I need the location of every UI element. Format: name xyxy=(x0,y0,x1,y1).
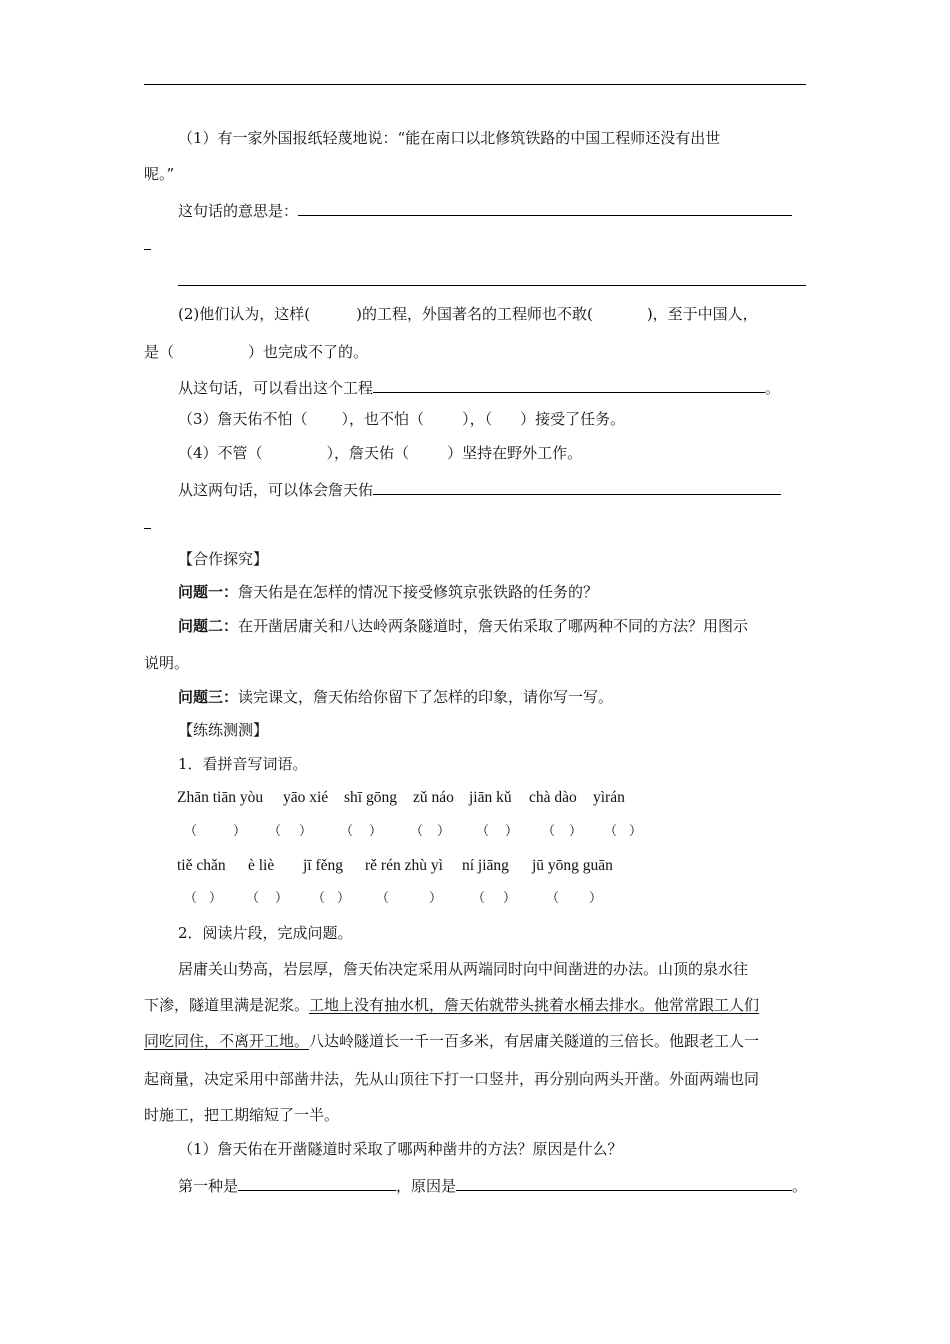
q1-meaning-line xyxy=(144,199,806,221)
answer-dash xyxy=(144,249,151,250)
header-rule xyxy=(144,84,806,85)
pinyin-item: shī gōng xyxy=(344,789,397,806)
pinyin-item: yāo xié xyxy=(283,789,329,806)
answer-box[interactable]: （ ） xyxy=(340,824,383,839)
answer-box[interactable]: （ ） xyxy=(246,891,289,906)
sub-question-1: （1）詹天佑在开凿隧道时采取了哪两种凿井的方法？原因是什么？ xyxy=(178,1140,623,1158)
answer-box[interactable]: （ ） xyxy=(184,824,247,839)
passage-line: 时施工，把工期缩短了一半。 xyxy=(144,1106,340,1124)
answer-box[interactable]: （ ） xyxy=(472,891,517,906)
pinyin-item: è liè xyxy=(248,857,275,874)
pinyin-item: ní jiāng xyxy=(462,857,509,874)
cooperation-heading: 【合作探究】 xyxy=(178,550,269,568)
answer-box[interactable]: （ ） xyxy=(312,891,351,906)
practice-heading: 【练练测测】 xyxy=(178,721,269,739)
underlined-sentence: 工地上没有抽水机，詹天佑就带头挑着水桶去排水。他常常跟工人们 xyxy=(309,996,760,1014)
q2-line2: 是（ ）也完成不了的。 xyxy=(144,343,369,361)
q2-conclusion: 从这句话，可以看出这个工程 。 xyxy=(144,376,806,398)
pinyin-item: jū yōng guān xyxy=(532,857,613,874)
answer-box[interactable]: （ ） xyxy=(268,824,313,839)
q1-line2: 呢。” xyxy=(144,165,175,183)
answer-box[interactable]: （ ） xyxy=(546,891,603,906)
answer-blank[interactable] xyxy=(298,199,792,216)
pinyin-item: rě rén zhù yì xyxy=(365,857,443,874)
answer-blank[interactable] xyxy=(238,1174,396,1191)
question-one: 问题一：詹天佑是在怎样的情况下接受修筑京张铁路的任务的？ xyxy=(178,583,599,601)
question-three: 问题三：读完课文，詹天佑给你留下了怎样的印象，请你写一写。 xyxy=(178,688,614,706)
q4-conclusion: 从这两句话，可以体会詹天佑 xyxy=(144,478,806,500)
q3-line: （3）詹天佑不怕（ ），也不怕（ ），（ ）接受了任务。 xyxy=(178,410,626,428)
task-two: 2．阅读片段，完成问题。 xyxy=(178,924,353,942)
underlined-sentence: 同吃同住，不离开工地。 xyxy=(144,1032,310,1050)
pinyin-item: yìrán xyxy=(593,789,625,806)
pinyin-item: Zhān tiān yòu xyxy=(177,789,264,806)
answer-blank[interactable] xyxy=(373,376,765,393)
answer-line-methods: 第一种是 ，原因是 。 xyxy=(144,1174,806,1196)
answer-box[interactable]: （ ） xyxy=(604,824,643,839)
pinyin-item: tiě chǎn xyxy=(177,857,226,874)
pinyin-item: zǔ náo xyxy=(413,789,454,806)
q4-line: （4）不管（ ），詹天佑（ ）坚持在野外工作。 xyxy=(178,444,583,462)
passage-line: 居庸关山势高，岩层厚，詹天佑决定采用从两端同时向中间凿进的办法。山顶的泉水往 xyxy=(178,960,749,978)
pinyin-item: jī fěng xyxy=(303,857,344,874)
answer-box[interactable]: （ ） xyxy=(410,824,451,839)
q1-line1: （1）有一家外国报纸轻蔑地说：“能在南口以北修筑铁路的中国工程师还没有出世 xyxy=(178,129,721,147)
answer-box[interactable]: （ ） xyxy=(184,891,223,906)
pinyin-item: chà dào xyxy=(529,789,577,806)
answer-box[interactable]: （ ） xyxy=(542,824,583,839)
answer-box[interactable]: （ ） xyxy=(476,824,519,839)
passage-line: 同吃同住，不离开工地。八达岭隧道长一千一百多米，有居庸关隧道的三倍长。他跟老工人一 xyxy=(144,1032,760,1050)
passage-line: 起商量，决定采用中部凿井法，先从山顶往下打一口竖井，再分别向两头开凿。外面两端也同 xyxy=(144,1070,760,1088)
task-one: 1．看拼音写词语。 xyxy=(178,755,308,773)
answer-box[interactable]: （ ） xyxy=(376,891,443,906)
answer-blank[interactable] xyxy=(373,478,781,495)
passage-line: 下渗，隧道里满是泥浆。工地上没有抽水机，詹天佑就带头挑着水桶去排水。他常常跟工人们 xyxy=(144,996,760,1014)
answer-blank[interactable] xyxy=(456,1174,792,1191)
question-two-cont: 说明。 xyxy=(144,654,190,672)
meaning-prompt: 这句话的意思是： xyxy=(178,202,299,220)
answer-rule[interactable] xyxy=(178,285,806,286)
answer-dash xyxy=(144,528,151,529)
pinyin-item: jiān kǔ xyxy=(469,789,512,806)
q2-line1: (2)他们认为，这样( )的工程，外国著名的工程师也不敢( )，至于中国人， xyxy=(178,305,758,323)
question-two: 问题二：在开凿居庸关和八达岭两条隧道时，詹天佑采取了哪两种不同的方法？用图示 xyxy=(178,617,749,635)
